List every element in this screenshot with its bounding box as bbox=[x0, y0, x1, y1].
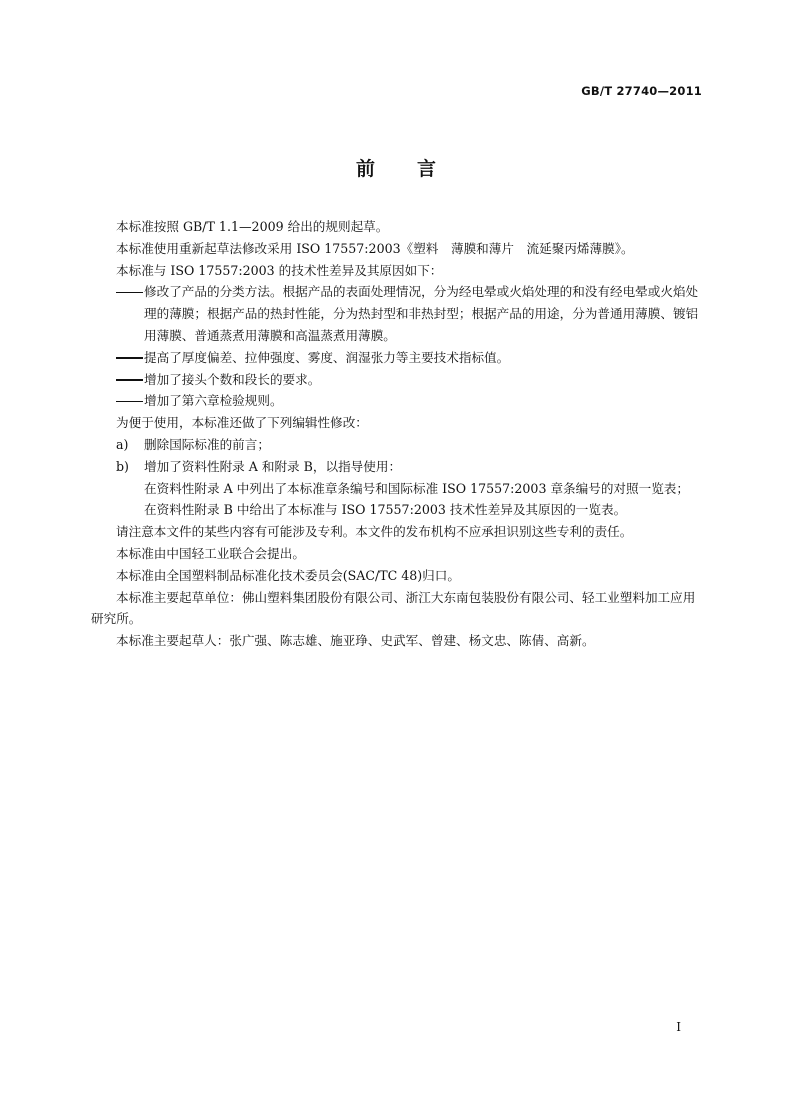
list-marker: a) bbox=[116, 436, 129, 452]
title-char-1: 前 bbox=[355, 158, 375, 180]
page-title bbox=[0, 154, 792, 181]
paragraph-differences-intro: 本标准与 ISO 17557:2003 的技术性差异及其原因如下： bbox=[116, 262, 443, 278]
list-item-text: 删除国际标准的前言； bbox=[144, 436, 270, 452]
em-dash bbox=[116, 401, 143, 403]
paragraph-drafting-rules: 本标准按照 GB/T 1.1—2009 给出的规则起草。 bbox=[116, 219, 389, 234]
dash-item-joints bbox=[91, 369, 703, 391]
dash-item-inspection bbox=[91, 390, 703, 412]
paragraph-patent-notice: 请注意本文件的某些内容有可能涉及专利。本文件的发布机构不应承担识别这些专利的责任。 bbox=[116, 524, 633, 540]
sub-item-annex-b: 在资料性附录 B 中给出了本标准与 ISO 17557:2003 技术性差异及其原因的一览表。 bbox=[144, 502, 627, 518]
dash-item-text: 增加了接头个数和段长的要求。 bbox=[144, 371, 321, 387]
dash-item-text: 修改了产品的分类方法。根据产品的表面处理情况，分为经电晕或火焰处理的和没有经电晕或火焰处理的薄膜；根据产品的热封性能，分为热封型和非热封型；根据产品的用途，分为普通用薄膜、镀铝用薄膜、普通蒸煮用薄膜和高温蒸煮用薄膜。 bbox=[144, 284, 699, 343]
dash-item-classification bbox=[91, 281, 703, 346]
dash-item-text: 提高了厚度偏差、拉伸强度、雾度、润湿张力等主要技术指标值。 bbox=[144, 349, 510, 365]
paragraph-drafters: 本标准主要起草人：张广强、陈志雄、施亚琤、史武军、曾建、杨文忠、陈倩、高新。 bbox=[116, 633, 595, 649]
paragraph-adoption: 本标准使用重新起草法修改采用 ISO 17557:2003《塑料 薄膜和薄片 流延聚丙烯薄膜》。 bbox=[116, 240, 634, 256]
title-char-2: 言 bbox=[417, 158, 437, 180]
list-item-a bbox=[91, 434, 703, 456]
paragraph-editorial-intro: 为便于使用，本标准还做了下列编辑性修改： bbox=[116, 415, 368, 431]
dash-item-indicators bbox=[91, 347, 703, 369]
list-marker: b) bbox=[116, 458, 129, 474]
sub-item-annex-a: 在资料性附录 A 中列出了本标准章条编号和国际标准 ISO 17557:2003 章条编号的对照一览表； bbox=[144, 480, 689, 496]
em-dash bbox=[116, 379, 143, 381]
foreword-content bbox=[91, 216, 703, 652]
standard-code: GB/T 27740—2011 bbox=[581, 84, 702, 98]
paragraph-proposed-by: 本标准由中国轻工业联合会提出。 bbox=[116, 545, 305, 561]
dash-item-text: 增加了第六章检验规则。 bbox=[144, 393, 283, 409]
page-number: I bbox=[676, 1020, 681, 1034]
list-item-text: 增加了资料性附录 A 和附录 B，以指导使用： bbox=[144, 458, 402, 474]
paragraph-committee: 本标准由全国塑料制品标准化技术委员会(SAC/TC 48)归口。 bbox=[116, 567, 460, 583]
em-dash bbox=[116, 357, 143, 359]
em-dash bbox=[116, 292, 143, 294]
paragraph-drafting-units: 本标准主要起草单位：佛山塑料集团股份有限公司、浙江大东南包装股份有限公司、轻工业塑料加工应用研究所。 bbox=[91, 589, 696, 627]
list-item-b bbox=[91, 456, 703, 478]
